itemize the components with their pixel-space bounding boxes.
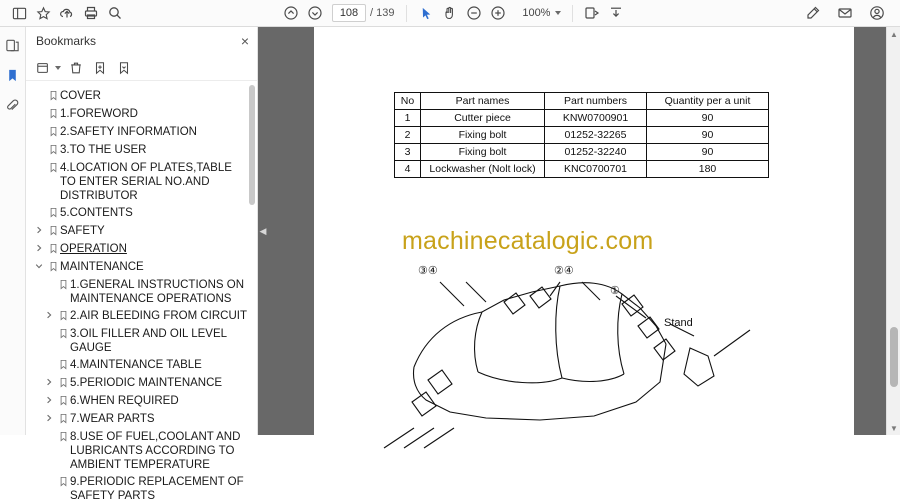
bookmarks-panel xyxy=(26,27,258,502)
zoom-level-dropdown[interactable] xyxy=(517,5,564,21)
figure-callout-2-4: ②④ xyxy=(554,265,574,277)
page-scroll-icon[interactable] xyxy=(605,2,627,24)
chevron-right-icon[interactable] xyxy=(32,223,46,234)
upload-cloud-icon[interactable] xyxy=(56,2,78,24)
bookmark-icon xyxy=(46,223,60,236)
bookmark-item[interactable] xyxy=(26,159,257,204)
bookmark-label: 2.SAFETY INFORMATION xyxy=(60,126,197,138)
account-icon[interactable] xyxy=(866,2,888,24)
chevron-down-icon-bookmarks[interactable] xyxy=(55,66,61,70)
document-scrollbar[interactable] xyxy=(886,27,900,435)
figure-callout-3-4: ③④ xyxy=(418,265,438,277)
bookmark-label: MAINTENANCE xyxy=(60,261,144,273)
bookmark-label: 9.PERIODIC REPLACEMENT OF SAFETY PARTS xyxy=(70,476,244,502)
bookmark-label: 5.PERIODIC MAINTENANCE xyxy=(70,377,223,389)
twisty-spacer xyxy=(42,474,56,477)
twisty-spacer xyxy=(32,160,46,163)
bookmark-icon xyxy=(56,326,70,339)
col-quantity: Quantity per a unit xyxy=(647,93,769,110)
twisty-spacer xyxy=(32,142,46,145)
bookmarks-title: Bookmarks xyxy=(36,34,97,48)
sidebar-rail xyxy=(0,27,26,435)
bookmark-icon xyxy=(56,357,70,370)
twisty-spacer xyxy=(42,326,56,329)
bookmark-label: 1.GENERAL INSTRUCTIONS ON MAINTENANCE OPERATIONS xyxy=(70,279,245,305)
twisty-spacer xyxy=(32,106,46,109)
page-navigation xyxy=(332,4,394,22)
chevron-right-icon[interactable] xyxy=(42,393,56,404)
bookmark-icon xyxy=(56,277,70,290)
col-no: No xyxy=(395,93,421,110)
chevron-down-icon xyxy=(555,11,561,15)
close-icon[interactable]: × xyxy=(240,33,249,49)
bookmark-icon[interactable] xyxy=(3,65,23,85)
chevron-right-icon[interactable] xyxy=(42,375,56,386)
bookmark-icon xyxy=(46,160,60,173)
toolbar-divider-2 xyxy=(572,5,573,22)
bookmark-item[interactable] xyxy=(26,428,257,473)
bookmark-item[interactable] xyxy=(26,325,257,356)
chevron-right-icon[interactable] xyxy=(32,241,46,252)
twisty-spacer xyxy=(32,124,46,127)
attachment-icon[interactable] xyxy=(3,95,23,115)
bookmark-icon xyxy=(46,106,60,119)
bookmarks-header xyxy=(26,27,257,55)
main-toolbar xyxy=(0,0,900,27)
bookmark-icon xyxy=(56,308,70,321)
cutter-assembly-figure xyxy=(354,252,814,452)
bookmark-item[interactable] xyxy=(26,141,257,159)
bookmark-item[interactable] xyxy=(26,392,257,410)
twisty-spacer xyxy=(32,205,46,208)
bookmark-label: OPERATION xyxy=(60,243,127,255)
search-icon[interactable] xyxy=(104,2,126,24)
cursor-select-icon[interactable] xyxy=(415,2,437,24)
bookmark-icon xyxy=(46,142,60,155)
table-row: 1 Cutter piece KNW0700901 90 xyxy=(395,110,769,127)
pages-thumbnail-icon[interactable] xyxy=(3,35,23,55)
bookmark-icon xyxy=(46,124,60,137)
scroll-down-icon[interactable]: ▼ xyxy=(890,423,898,433)
annotate-icon[interactable] xyxy=(802,2,824,24)
bookmark-label: 3.OIL FILLER AND OIL LEVEL GAUGE xyxy=(70,328,227,354)
zoom-out-icon[interactable] xyxy=(463,2,485,24)
twisty-spacer xyxy=(42,277,56,280)
bookmark-label: 5.CONTENTS xyxy=(60,207,133,219)
zoom-in-icon[interactable] xyxy=(487,2,509,24)
bookmark-label: 2.AIR BLEEDING FROM CIRCUIT xyxy=(70,310,247,322)
zoom-level-value: 100% xyxy=(522,7,551,19)
bookmark-item[interactable] xyxy=(26,276,257,307)
bookmark-icon xyxy=(56,375,70,388)
toolbar-divider xyxy=(406,5,407,22)
bookmark-options-icon[interactable] xyxy=(34,59,52,77)
bookmark-item[interactable] xyxy=(26,307,257,325)
bookmark-item[interactable] xyxy=(26,123,257,141)
bookmark-item[interactable] xyxy=(26,240,257,258)
twisty-spacer xyxy=(42,357,56,360)
bookmark-icon xyxy=(46,205,60,218)
page-total-label: / 139 xyxy=(370,7,395,19)
table-row: 4 Lockwasher (Nolt lock) KNC0700701 180 xyxy=(395,161,769,178)
bookmark-label: 7.WEAR PARTS xyxy=(70,413,155,425)
pdf-page xyxy=(314,27,854,435)
previous-page-icon[interactable] xyxy=(280,2,302,24)
app-body xyxy=(0,27,900,502)
parts-table xyxy=(394,92,769,178)
bookmark-label: 6.WHEN REQUIRED xyxy=(70,395,179,407)
bookmark-item[interactable] xyxy=(26,258,257,276)
bookmark-icon xyxy=(46,88,60,101)
panel-collapse-handle[interactable]: ◀ xyxy=(258,27,268,435)
twisty-spacer xyxy=(32,88,46,91)
bookmark-item[interactable] xyxy=(26,105,257,123)
bookmark-label: 4.LOCATION OF PLATES,TABLE TO ENTER SERIAL NO.AND DISTRIBUTOR xyxy=(60,162,232,202)
page-fit-icon[interactable] xyxy=(581,2,603,24)
watermark-text: machinecatalogic.com xyxy=(402,227,654,255)
new-bookmark-icon[interactable] xyxy=(91,59,109,77)
document-viewer xyxy=(258,27,900,435)
table-row: 2 Fixing bolt 01252-32265 90 xyxy=(395,127,769,144)
bookmark-label: SAFETY xyxy=(60,225,105,237)
col-part-names: Part names xyxy=(421,93,545,110)
col-part-numbers: Part numbers xyxy=(545,93,647,110)
chevron-right-icon[interactable] xyxy=(42,411,56,422)
bookmark-item[interactable] xyxy=(26,473,257,504)
scroll-up-icon[interactable]: ▲ xyxy=(890,29,898,39)
page-area xyxy=(268,27,900,435)
mail-icon[interactable] xyxy=(834,2,856,24)
bookmarks-list[interactable] xyxy=(26,81,257,504)
bookmark-icon xyxy=(46,259,60,272)
figure-callout-1: ① xyxy=(610,285,620,297)
scrollbar-thumb[interactable] xyxy=(890,327,898,387)
hand-pan-icon[interactable] xyxy=(439,2,461,24)
page-number-input[interactable] xyxy=(332,4,366,22)
bookmark-icon xyxy=(56,429,70,442)
bookmark-icon xyxy=(56,393,70,406)
bookmarks-scrollbar[interactable] xyxy=(249,85,255,205)
delete-bookmark-icon[interactable] xyxy=(67,59,85,77)
bookmark-item[interactable] xyxy=(26,204,257,222)
figure-stand-label: Stand xyxy=(664,317,693,329)
bookmark-icon xyxy=(46,241,60,254)
bookmark-item[interactable] xyxy=(26,374,257,392)
sidebar-toggle-icon[interactable] xyxy=(8,2,30,24)
bookmark-item[interactable] xyxy=(26,356,257,374)
next-page-icon[interactable] xyxy=(304,2,326,24)
bookmark-item[interactable] xyxy=(26,222,257,240)
bookmark-item[interactable] xyxy=(26,410,257,428)
chevron-down-icon[interactable] xyxy=(32,259,46,270)
twisty-spacer xyxy=(42,429,56,432)
bookmark-label: 1.FOREWORD xyxy=(60,108,138,120)
bookmark-icon xyxy=(56,474,70,487)
bookmark-item[interactable] xyxy=(26,87,257,105)
bookmark-icon xyxy=(56,411,70,424)
bookmark-label: 8.USE OF FUEL,COOLANT AND LUBRICANTS ACCORDING TO AMBIENT TEMPERATURE xyxy=(70,431,241,471)
expand-bookmark-icon[interactable] xyxy=(115,59,133,77)
bookmarks-toolbar xyxy=(26,55,257,81)
bookmark-label: 4.MAINTENANCE TABLE xyxy=(70,359,202,371)
print-icon[interactable] xyxy=(80,2,102,24)
bookmark-label: 3.TO THE USER xyxy=(60,144,147,156)
bookmark-label: COVER xyxy=(60,90,101,102)
star-icon[interactable] xyxy=(32,2,54,24)
chevron-right-icon[interactable] xyxy=(42,308,56,319)
table-row: 3 Fixing bolt 01252-32240 90 xyxy=(395,144,769,161)
table-header-row xyxy=(395,93,769,110)
